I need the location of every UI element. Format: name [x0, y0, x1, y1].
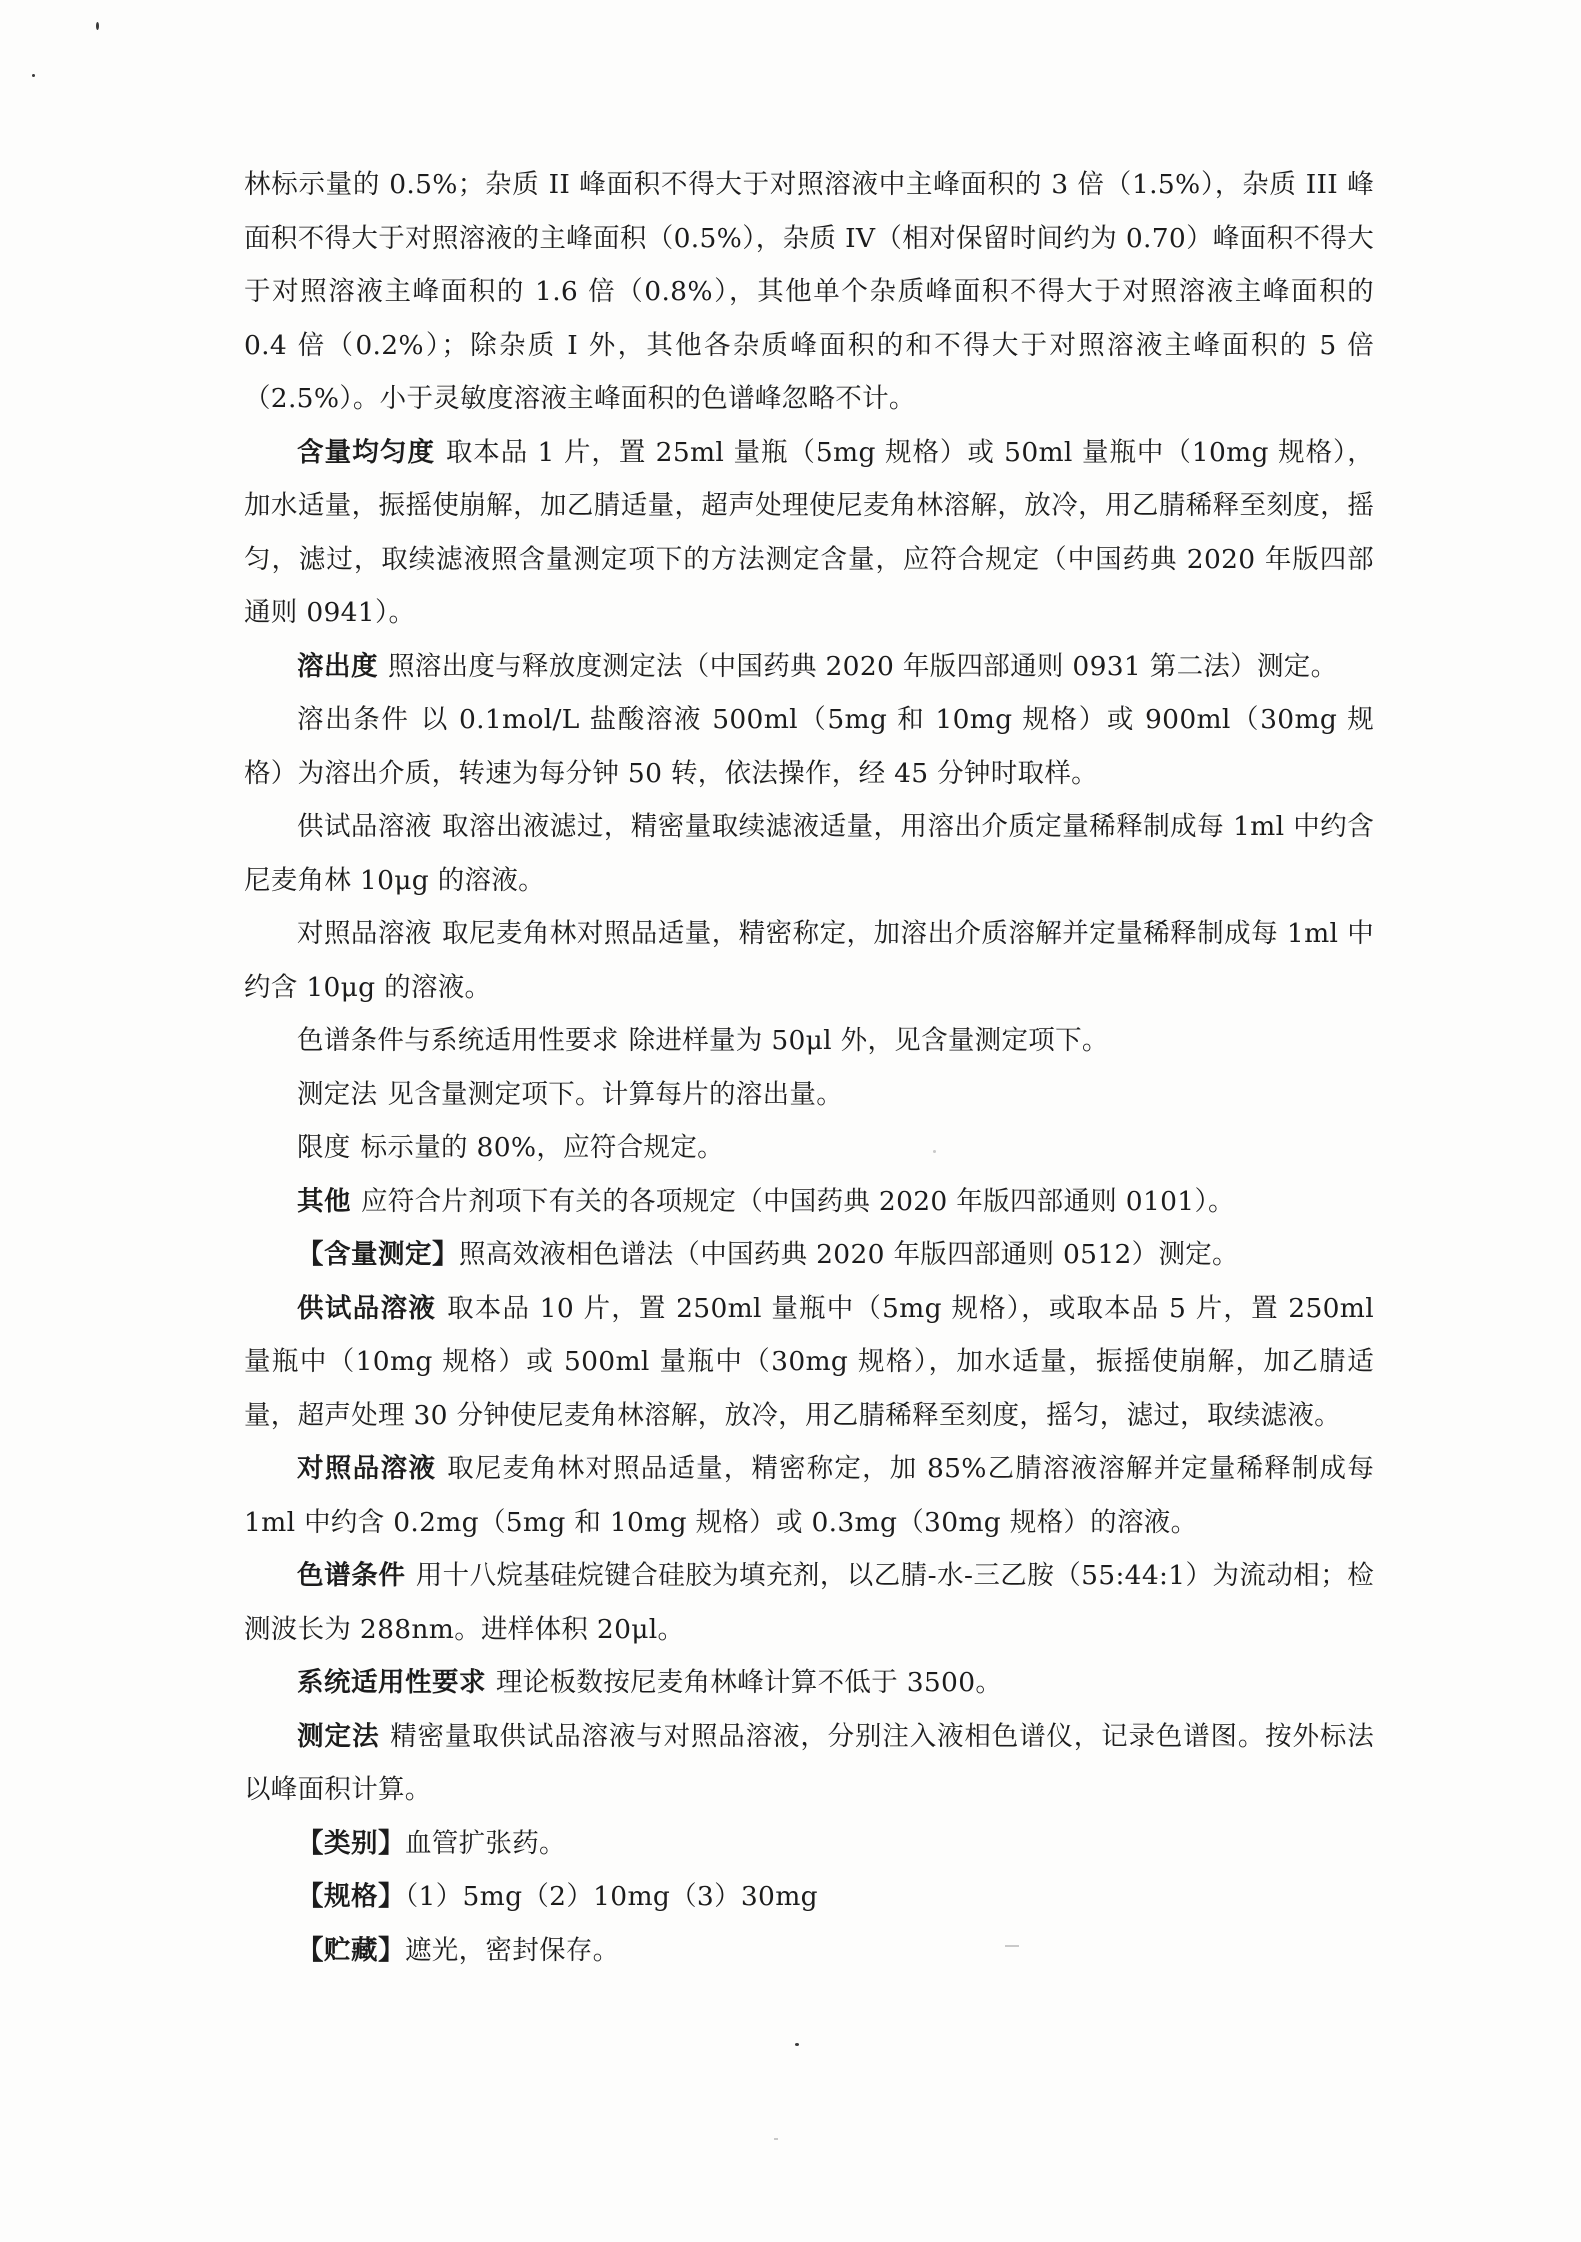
paragraph: [244, 158, 1374, 426]
paragraph-label: 含量均匀度: [297, 436, 436, 468]
paragraph: [244, 693, 1374, 800]
paragraph: [244, 1710, 1374, 1817]
paragraph-text: 精密量取供试品溶液与对照品溶液，分别注入液相色谱仪，记录色谱图。按外标法以峰面积计算。: [244, 1720, 1374, 1805]
paragraph-text: 遮光，密封保存。: [405, 1934, 620, 1966]
paragraph-label: 溶出度: [297, 650, 378, 682]
paragraph-text: 取本品 1 片，置 25ml 量瓶（5mg 规格）或 50ml 量瓶中（10mg 规格），加水适量，振摇使崩解，加乙腈适量，超声处理使尼麦角林溶解，放冷，用乙腈稀释至刻度，摇匀，滤过，取续滤液照含量测定项下的方法测定含量，应符合规定（中国药典 2020 年版四部通则 0941）。: [244, 436, 1375, 628]
paragraph-label: 色谱条件与系统适用性要求: [297, 1025, 619, 1056]
paragraph-text: 照溶出度与释放度测定法（中国药典 2020 年版四部通则 0931 第二法）测定。: [388, 650, 1338, 682]
paragraph: [244, 1656, 1374, 1710]
paragraph-text: 应符合片剂项下有关的各项规定（中国药典 2020 年版四部通则 0101）。: [361, 1185, 1235, 1217]
paragraph: [244, 1175, 1374, 1229]
paragraph-label: 色谱条件: [297, 1560, 406, 1591]
paragraph: [244, 1228, 1374, 1282]
paragraph-text: 取尼麦角林对照品适量，精密称定，加 85%乙腈溶液溶解并定量稀释制成每 1ml 中约含 0.2mg（5mg 和 10mg 规格）或 0.3mg（30mg 规格）的溶液。: [244, 1453, 1375, 1538]
paragraph-text: 以 0.1mol/L 盐酸溶液 500ml（5mg 和 10mg 规格）或 900ml（30mg 规格）为溶出介质，转速为每分钟 50 转，依法操作，经 45 分钟时取样。: [244, 704, 1375, 789]
paragraph-text: 见含量测定项下。计算每片的溶出量。: [387, 1078, 844, 1110]
paragraph-text: 林标示量的 0.5%；杂质 II 峰面积不得大于对照溶液中主峰面积的 3 倍（1.5%），杂质 III 峰面积不得大于对照溶液的主峰面积（0.5%），杂质 IV（相对保留时间约为 0.70）峰面积不得大于对照溶液主峰面积的 1.6 倍（0.8%），其他单个杂质峰面积不得大于对照溶液主峰面积的 0.4 倍（0.2%）；除杂质 I 外，其他各杂质峰面积的和不得大于对照溶液主峰面积的 5 倍（2.5%）。小于灵敏度溶液主峰面积的色谱峰忽略不计。: [244, 169, 1374, 414]
paragraph-label: 【类别】: [297, 1827, 405, 1859]
paragraph-text: 取尼麦角林对照品适量，精密称定，加溶出介质溶解并定量稀释制成每 1ml 中约含 10μg 的溶液。: [244, 918, 1374, 1003]
paragraph: [244, 907, 1374, 1014]
scan-speck: [795, 2043, 799, 2046]
paragraph: [244, 1870, 1374, 1924]
paragraph: [244, 1924, 1374, 1978]
paragraph-text: 除进样量为 50μl 外，见含量测定项下。: [628, 1025, 1109, 1056]
paragraph-label: 供试品溶液: [297, 1292, 437, 1324]
paragraph-label: 其他: [297, 1185, 351, 1217]
scan-speck: [32, 74, 35, 77]
paragraph-text: 理论板数按尼麦角林峰计算不低于 3500。: [496, 1667, 1003, 1698]
paragraph-label: 【规格】: [297, 1881, 405, 1912]
paragraph-label: 测定法: [297, 1078, 378, 1110]
paragraph-label: 测定法: [297, 1720, 380, 1752]
document-body: [244, 158, 1374, 1977]
paragraph-text: 标示量的 80%，应符合规定。: [360, 1132, 724, 1163]
paragraph-label: 【含量测定】: [297, 1239, 459, 1270]
paragraph: [244, 800, 1374, 907]
paragraph: [244, 1068, 1374, 1122]
paragraph: [244, 1442, 1374, 1549]
paragraph-text: 取溶出液滤过，精密量取续滤液适量，用溶出介质定量稀释制成每 1ml 中约含尼麦角林 10μg 的溶液。: [244, 811, 1374, 896]
scan-mark: [774, 2138, 778, 2140]
paragraph-label: 限度: [297, 1132, 351, 1163]
paragraph: [244, 1121, 1374, 1175]
paragraph-label: 【贮藏】: [297, 1934, 405, 1966]
scan-speck: [96, 22, 99, 30]
paragraph-label: 对照品溶液: [297, 1453, 437, 1484]
paragraph: [244, 1549, 1374, 1656]
paragraph-label: 系统适用性要求: [297, 1667, 486, 1698]
paragraph-label: 对照品溶液: [297, 918, 432, 949]
paragraph-label: 供试品溶液: [297, 811, 432, 842]
paragraph-label: 溶出条件: [297, 704, 410, 735]
paragraph: [244, 1282, 1374, 1443]
paragraph-text: 血管扩张药。: [405, 1827, 566, 1859]
paragraph: [244, 426, 1374, 640]
paragraph-text: 照高效液相色谱法（中国药典 2020 年版四部通则 0512）测定。: [459, 1239, 1239, 1270]
paragraph: [244, 1817, 1374, 1871]
paragraph: [244, 640, 1374, 694]
paragraph: [244, 1014, 1374, 1068]
paragraph-text: （1）5mg（2）10mg（3）30mg: [405, 1881, 818, 1912]
paragraph-text: 用十八烷基硅烷键合硅胶为填充剂，以乙腈-水-三乙胺（55:44:1）为流动相；检测波长为 288nm。进样体积 20μl。: [244, 1560, 1374, 1645]
paragraph-text: 取本品 10 片，置 250ml 量瓶中（5mg 规格），或取本品 5 片，置 250ml 量瓶中（10mg 规格）或 500ml 量瓶中（30mg 规格），加水适量，振摇使崩解，加乙腈适量，超声处理 30 分钟使尼麦角林溶解，放冷，用乙腈稀释至刻度，摇匀，滤过，取续滤液。: [244, 1292, 1374, 1431]
